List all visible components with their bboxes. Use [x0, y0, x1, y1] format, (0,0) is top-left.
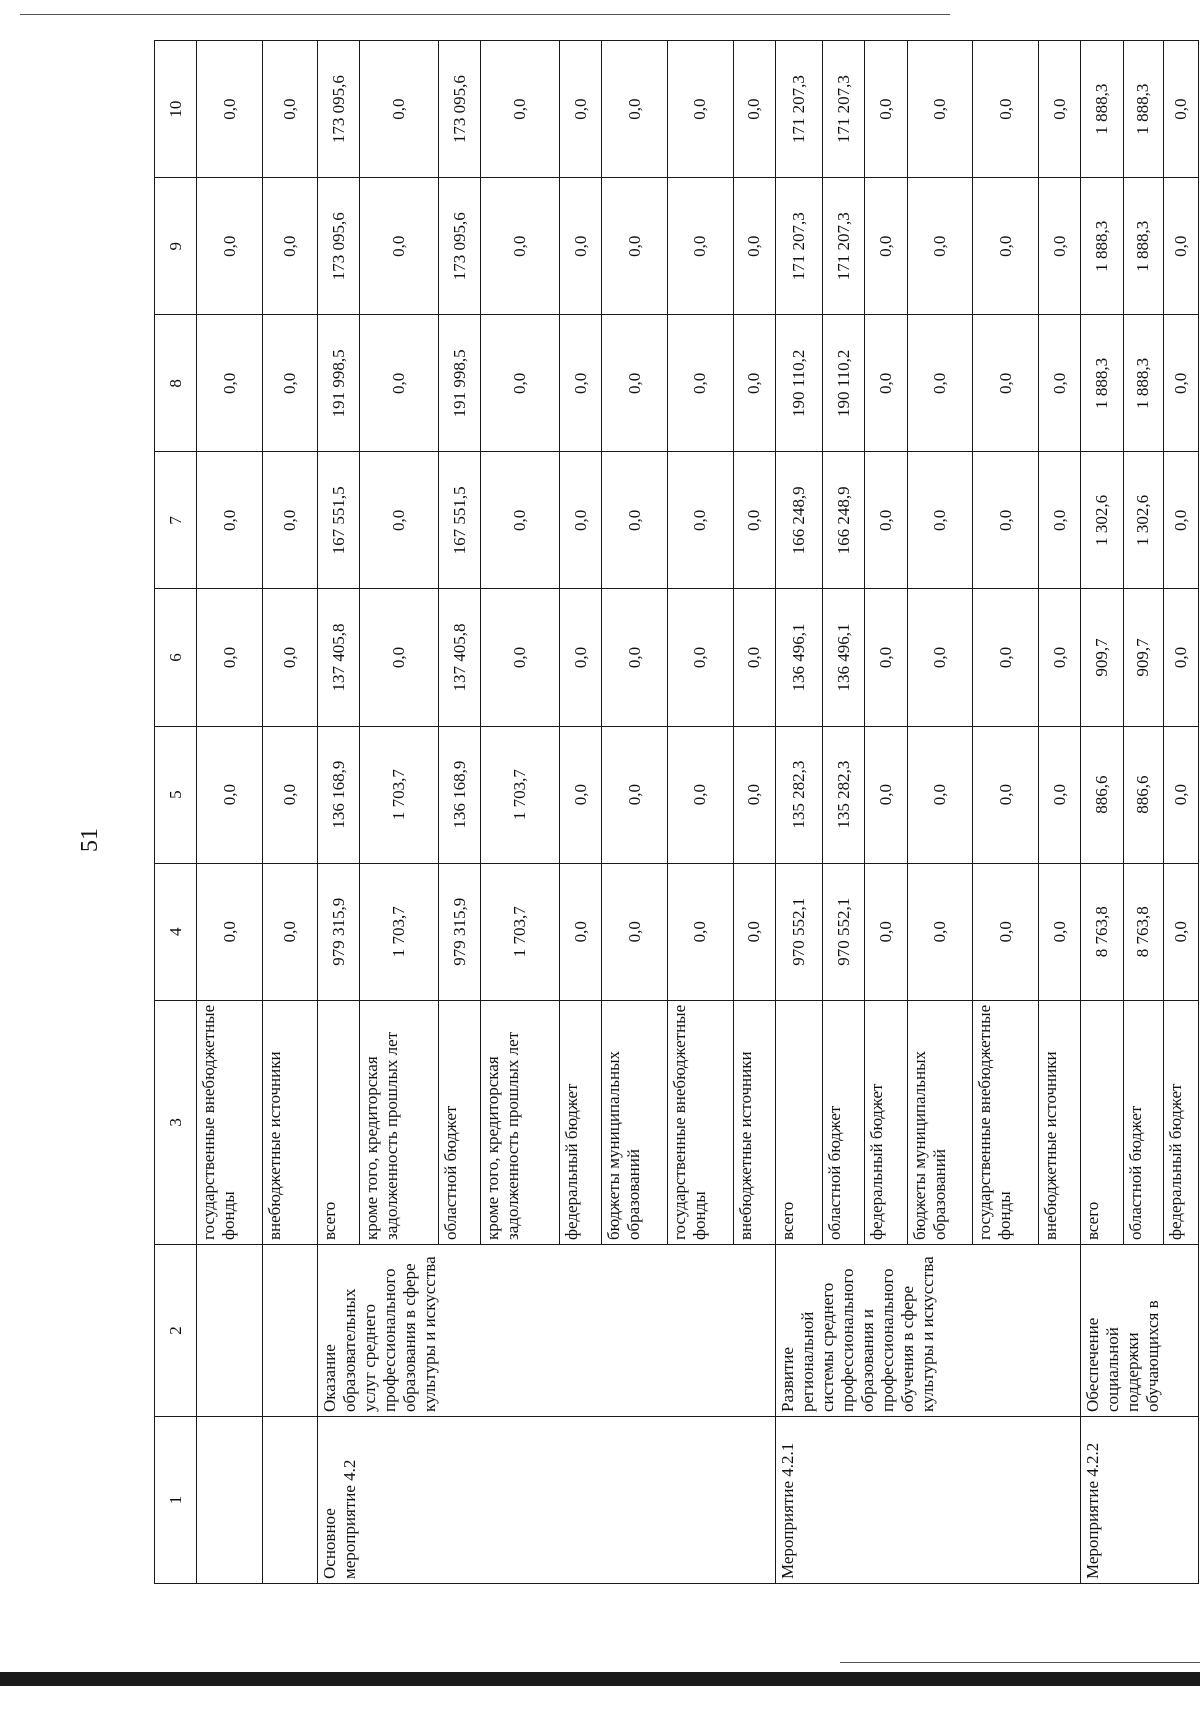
header-cell: 2 [155, 1245, 197, 1417]
cell-value: 0,0 [668, 315, 734, 452]
cell-value: 166 248,9 [776, 452, 823, 589]
budget-table [154, 40, 1199, 1584]
cell-value: 0,0 [197, 41, 263, 178]
cell-source: государственные внебюджетные фонды [668, 1000, 734, 1244]
cell-value: 0,0 [560, 178, 602, 315]
cell-value: 0,0 [560, 726, 602, 863]
cell-value: 909,7 [1081, 589, 1123, 726]
cell-value: 0,0 [865, 452, 907, 589]
cell-event: Мероприятие 4.2.2 [1081, 1417, 1199, 1584]
table-row [776, 41, 823, 1584]
cell-value: 135 282,3 [776, 726, 823, 863]
cell-value: 0,0 [907, 452, 973, 589]
header-cell: 5 [155, 726, 197, 863]
cell-value: 0,0 [602, 589, 668, 726]
cell-value: 166 248,9 [823, 452, 865, 589]
cell-source: федеральный бюджет [560, 1000, 602, 1244]
header-cell: 10 [155, 41, 197, 178]
cell-value: 0,0 [668, 589, 734, 726]
cell-value: 0,0 [733, 315, 775, 452]
cell-value: 0,0 [733, 863, 775, 1000]
cell-value: 137 405,8 [439, 589, 481, 726]
cell-value: 0,0 [668, 726, 734, 863]
cell-value: 0,0 [602, 726, 668, 863]
cell-source: государственные внебюджетные фонды [973, 1000, 1039, 1244]
cell-value: 0,0 [197, 178, 263, 315]
cell-value: 0,0 [733, 41, 775, 178]
cell-source: бюджеты муниципальных образований [907, 1000, 973, 1244]
cell-source: кроме того, кредиторская задолженность прошлых лет [481, 1000, 560, 1244]
cell-value: 191 998,5 [318, 315, 360, 452]
cell-source: федеральный бюджет [1163, 1000, 1198, 1244]
cell-value: 0,0 [973, 726, 1039, 863]
scan-border-bar [0, 1672, 1200, 1686]
cell-value: 136 496,1 [823, 589, 865, 726]
header-cell: 9 [155, 178, 197, 315]
header-row [155, 41, 197, 1584]
cell-value: 136 168,9 [439, 726, 481, 863]
cell-description: Оказание образовательных услуг среднего профессионального образования в сфере культуры и искусства [318, 1245, 776, 1417]
cell-value: 979 315,9 [318, 863, 360, 1000]
cell-value: 1 703,7 [360, 863, 439, 1000]
cell-source: областной бюджет [1123, 1000, 1163, 1244]
cell-value: 970 552,1 [823, 863, 865, 1000]
header-cell: 4 [155, 863, 197, 1000]
cell-value: 886,6 [1081, 726, 1123, 863]
cell-value: 0,0 [907, 589, 973, 726]
cell-value: 0,0 [360, 178, 439, 315]
cell-value: 0,0 [602, 178, 668, 315]
cell-value: 0,0 [865, 863, 907, 1000]
cell-value: 0,0 [1039, 178, 1081, 315]
cell-value: 0,0 [1163, 589, 1198, 726]
cell-description: Развитие региональной системы среднего профессионального образования и профессионального обучения в сфере культуры и искусства [776, 1245, 1081, 1417]
cell-value: 0,0 [865, 41, 907, 178]
cell-value: 0,0 [865, 178, 907, 315]
cell-value: 0,0 [602, 315, 668, 452]
cell-value: 0,0 [197, 863, 263, 1000]
header-cell: 7 [155, 452, 197, 589]
cell-value: 173 095,6 [439, 178, 481, 315]
cell-value: 0,0 [668, 452, 734, 589]
cell-value: 0,0 [360, 315, 439, 452]
cell-value: 0,0 [733, 452, 775, 589]
header-cell: 1 [155, 1417, 197, 1584]
table-row [263, 41, 318, 1584]
cell-value: 0,0 [1039, 726, 1081, 863]
cell-source: областной бюджет [823, 1000, 865, 1244]
cell-value: 1 703,7 [481, 726, 560, 863]
cell-value: 0,0 [1163, 41, 1198, 178]
cell-value: 1 703,7 [481, 863, 560, 1000]
cell-value: 0,0 [481, 41, 560, 178]
cell-source: всего [1081, 1000, 1123, 1244]
cell-value: 1 703,7 [360, 726, 439, 863]
cell-value: 0,0 [973, 315, 1039, 452]
cell-value: 0,0 [360, 589, 439, 726]
cell-value: 171 207,3 [776, 178, 823, 315]
cell-value: 0,0 [733, 726, 775, 863]
header-cell: 6 [155, 589, 197, 726]
table-row [1081, 41, 1123, 1584]
cell-value: 190 110,2 [823, 315, 865, 452]
cell-value: 0,0 [197, 452, 263, 589]
cell-value: 171 207,3 [823, 41, 865, 178]
cell-value: 0,0 [865, 315, 907, 452]
cell-value: 0,0 [1163, 178, 1198, 315]
cell-value: 0,0 [973, 589, 1039, 726]
cell-value: 1 888,3 [1081, 178, 1123, 315]
cell-value: 0,0 [1039, 863, 1081, 1000]
cell-value: 167 551,5 [318, 452, 360, 589]
cell-value: 0,0 [1039, 452, 1081, 589]
cell-value: 0,0 [1039, 315, 1081, 452]
table-row [318, 41, 360, 1584]
cell-event [197, 1417, 263, 1584]
cell-value: 0,0 [197, 589, 263, 726]
cell-value: 0,0 [602, 452, 668, 589]
cell-value: 0,0 [865, 726, 907, 863]
cell-value: 0,0 [560, 41, 602, 178]
cell-value: 1 302,6 [1123, 452, 1163, 589]
cell-value: 0,0 [1039, 589, 1081, 726]
cell-source: федеральный бюджет [865, 1000, 907, 1244]
cell-value: 135 282,3 [823, 726, 865, 863]
cell-value: 8 763,8 [1123, 863, 1163, 1000]
cell-value: 979 315,9 [439, 863, 481, 1000]
cell-value: 0,0 [602, 41, 668, 178]
cell-event [263, 1417, 318, 1584]
cell-value: 0,0 [668, 178, 734, 315]
cell-value: 0,0 [973, 41, 1039, 178]
cell-value: 0,0 [907, 863, 973, 1000]
cell-value: 0,0 [865, 589, 907, 726]
cell-value: 0,0 [263, 178, 318, 315]
cell-value: 171 207,3 [823, 178, 865, 315]
cell-value: 0,0 [973, 178, 1039, 315]
cell-value: 0,0 [1039, 41, 1081, 178]
table-row [197, 41, 263, 1584]
scan-edge-line [20, 14, 950, 15]
cell-value: 0,0 [668, 863, 734, 1000]
cell-source: внебюджетные источники [733, 1000, 775, 1244]
cell-value: 0,0 [560, 452, 602, 589]
scan-edge-line [840, 1662, 1200, 1663]
cell-value: 1 888,3 [1081, 315, 1123, 452]
cell-value: 0,0 [263, 41, 318, 178]
cell-value: 0,0 [907, 178, 973, 315]
cell-source: бюджеты муниципальных образований [602, 1000, 668, 1244]
cell-value: 8 763,8 [1081, 863, 1123, 1000]
cell-source: внебюджетные источники [263, 1000, 318, 1244]
cell-value: 0,0 [263, 452, 318, 589]
cell-value: 0,0 [197, 726, 263, 863]
header-cell: 3 [155, 1000, 197, 1244]
cell-event: Мероприятие 4.2.1 [776, 1417, 1081, 1584]
cell-source: кроме того, кредиторская задолженность прошлых лет [360, 1000, 439, 1244]
cell-value: 0,0 [263, 589, 318, 726]
cell-value: 1 888,3 [1123, 41, 1163, 178]
cell-value: 0,0 [360, 41, 439, 178]
cell-description [263, 1245, 318, 1417]
cell-value: 173 095,6 [439, 41, 481, 178]
rotated-page [154, 40, 1199, 1584]
cell-source: всего [318, 1000, 360, 1244]
cell-value: 0,0 [907, 315, 973, 452]
cell-value: 0,0 [560, 589, 602, 726]
cell-value: 0,0 [481, 178, 560, 315]
cell-value: 0,0 [668, 41, 734, 178]
cell-value: 909,7 [1123, 589, 1163, 726]
cell-value: 0,0 [1163, 315, 1198, 452]
cell-value: 0,0 [1163, 726, 1198, 863]
page-number: 51 [77, 828, 103, 852]
cell-value: 886,6 [1123, 726, 1163, 863]
cell-value: 0,0 [907, 41, 973, 178]
cell-event: Основное мероприятие 4.2 [318, 1417, 776, 1584]
cell-description [197, 1245, 263, 1417]
cell-value: 137 405,8 [318, 589, 360, 726]
cell-value: 136 496,1 [776, 589, 823, 726]
cell-value: 0,0 [560, 863, 602, 1000]
cell-value: 0,0 [973, 452, 1039, 589]
cell-source: всего [776, 1000, 823, 1244]
cell-value: 970 552,1 [776, 863, 823, 1000]
cell-value: 0,0 [263, 315, 318, 452]
cell-value: 0,0 [481, 452, 560, 589]
cell-value: 0,0 [197, 315, 263, 452]
cell-value: 0,0 [263, 863, 318, 1000]
cell-value: 190 110,2 [776, 315, 823, 452]
cell-source: внебюджетные источники [1039, 1000, 1081, 1244]
cell-value: 167 551,5 [439, 452, 481, 589]
cell-value: 0,0 [973, 863, 1039, 1000]
cell-value: 0,0 [560, 315, 602, 452]
cell-source: государственные внебюджетные фонды [197, 1000, 263, 1244]
cell-value: 0,0 [481, 315, 560, 452]
cell-description: Обеспечение социальной поддержки обучающихся в [1081, 1245, 1199, 1417]
cell-source: областной бюджет [439, 1000, 481, 1244]
cell-value: 1 302,6 [1081, 452, 1123, 589]
cell-value: 1 888,3 [1123, 178, 1163, 315]
cell-value: 173 095,6 [318, 41, 360, 178]
cell-value: 0,0 [907, 726, 973, 863]
cell-value: 191 998,5 [439, 315, 481, 452]
cell-value: 0,0 [1163, 863, 1198, 1000]
cell-value: 0,0 [733, 178, 775, 315]
cell-value: 136 168,9 [318, 726, 360, 863]
cell-value: 0,0 [602, 863, 668, 1000]
cell-value: 0,0 [263, 726, 318, 863]
cell-value: 0,0 [733, 589, 775, 726]
cell-value: 1 888,3 [1081, 41, 1123, 178]
cell-value: 1 888,3 [1123, 315, 1163, 452]
cell-value: 0,0 [1163, 452, 1198, 589]
cell-value: 0,0 [481, 589, 560, 726]
cell-value: 0,0 [360, 452, 439, 589]
cell-value: 171 207,3 [776, 41, 823, 178]
header-cell: 8 [155, 315, 197, 452]
cell-value: 173 095,6 [318, 178, 360, 315]
